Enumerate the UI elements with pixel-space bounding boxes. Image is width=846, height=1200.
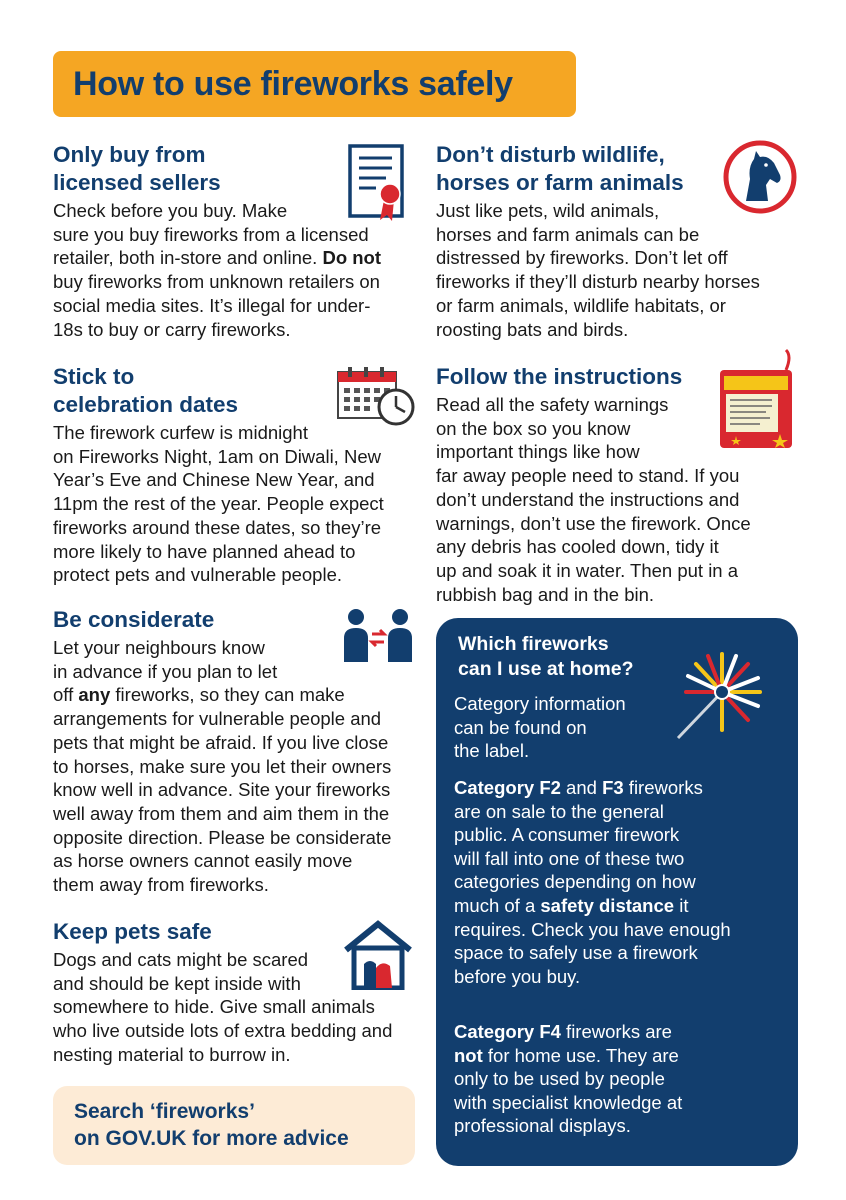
neighbours-icon xyxy=(342,608,414,664)
search-line-2: on GOV.UK for more advice xyxy=(74,1127,349,1150)
section-body: The firework curfew is midnight on Fireworks Night, 1am on Diwali, New Year’s Eve and Chinese New Year, and 11pm the rest of the year. People expect fireworks around these dates, so they’re more likely to have planned ahead to protect pets and vulnerable people. xyxy=(53,422,384,586)
page-title: How to use fireworks safely xyxy=(73,64,513,103)
horse-icon xyxy=(722,139,798,215)
search-govuk-callout xyxy=(53,1086,415,1165)
info-box-fireworks-categories xyxy=(436,618,798,1166)
info-category-f4: Category F4 fireworks are not for home use. They are only to be used by people with specialist knowledge at professional displays. xyxy=(454,1021,683,1137)
section-heading: Stick to celebration dates xyxy=(53,364,239,417)
calendar-clock-icon xyxy=(336,364,416,426)
pet-house-icon xyxy=(342,920,414,990)
section-heading: Only buy from licensed sellers xyxy=(53,142,221,195)
info-category-f2-f3: Category F2 and F3 fireworks are on sale to the general public. A consumer firework will fall into one of these two categories depending on how much of a safety distance it requires. Check you have enough space to safely use a firework before you buy. xyxy=(454,777,731,987)
section-body: Check before you buy. Make sure you buy fireworks from a licensed retailer, both in-store and online. Do not buy fireworks from unknown retailers on social media sites. It’s illegal for under- 18s to buy or carry fireworks. xyxy=(53,200,382,340)
info-heading: Which fireworks can I use at home? xyxy=(458,633,634,680)
section-heading: Keep pets safe xyxy=(53,919,212,944)
section-body: Let your neighbours know in advance if you plan to let off any fireworks, so they can make arrangements for vulnerable people and pets that might be afraid. If you live close to horses, make sure you let their owners know well in advance. Site your fireworks well away from them and aim them in the opposite direction. Please be considerate as horse owners cannot easily move them away from fireworks. xyxy=(53,637,392,896)
firework-box-icon xyxy=(716,348,800,450)
section-body: Just like pets, wild animals, horses and farm animals can be distressed by fireworks. Don’t let off fireworks if they’ll disturb nearby horses or farm animals, wildlife habitats, or roosting bats and birds. xyxy=(436,200,760,340)
section-heading: Don’t disturb wildlife, horses or farm animals xyxy=(436,142,684,195)
section-body: Dogs and cats might be scared and should be kept inside with somewhere to hide. Give small animals who live outside lots of extra bedding and nesting material to burrow in. xyxy=(53,949,393,1065)
search-line-1: Search ‘fireworks’ xyxy=(74,1100,255,1123)
sparkler-icon xyxy=(668,636,772,742)
section-heading: Follow the instructions xyxy=(436,364,683,389)
section-body: Read all the safety warnings on the box so you know important things like how far away people need to stand. If you don’t understand the instructions and warnings, don’t use the firework. Once any debris has cooled down, tidy it up and soak it in water. Then put in a rubbish bag and in the bin. xyxy=(436,394,751,605)
info-intro: Category information can be found on the label. xyxy=(454,693,626,762)
certificate-icon xyxy=(346,142,408,224)
title-banner xyxy=(53,51,576,117)
section-heading: Be considerate xyxy=(53,607,215,632)
